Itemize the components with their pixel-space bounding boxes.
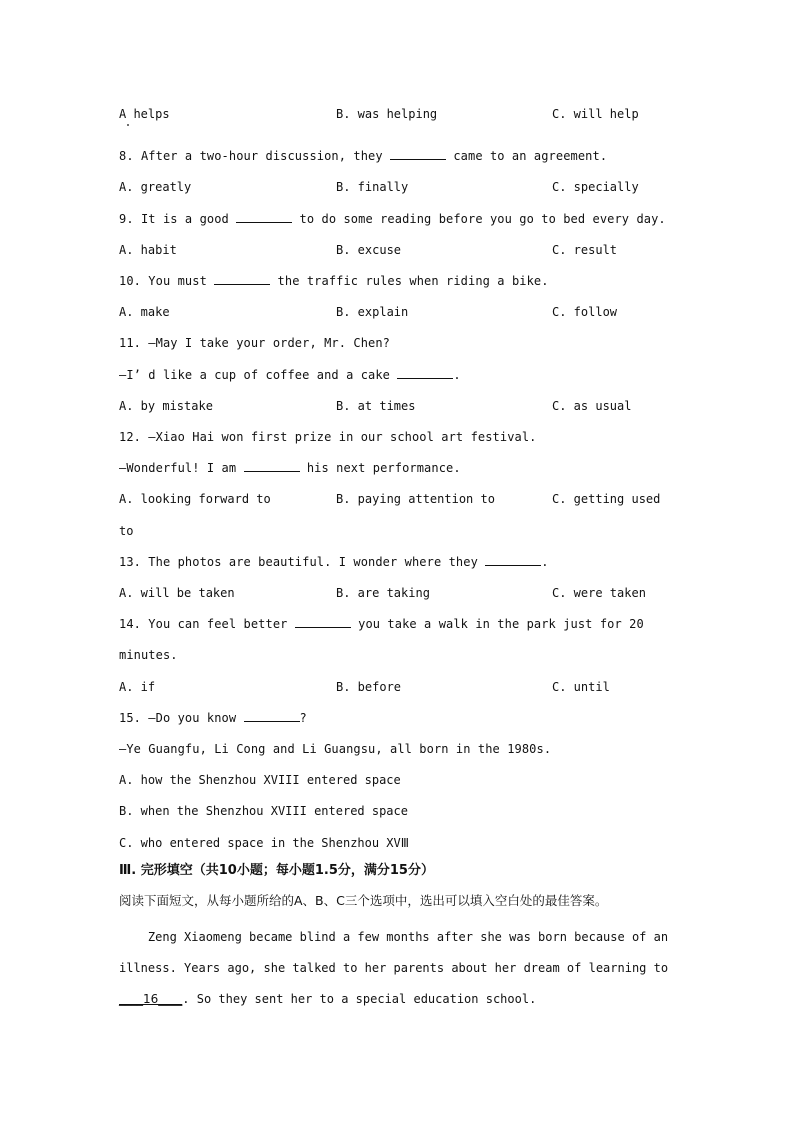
q8-option-a: A. greatly [119, 180, 192, 194]
answer-blank [214, 273, 270, 285]
q15-option-b: B. when the Shenzhou XVIII entered space [119, 804, 408, 818]
question-14-wrap: minutes. [119, 648, 178, 662]
q15-option-a: A. how the Shenzhou XVIII entered space [119, 773, 401, 787]
q8-option-b: B. finally [336, 180, 409, 194]
question-8-text-after: came to an agreement. [446, 149, 608, 163]
q11-option-c: C. as usual [552, 399, 632, 413]
answer-blank [390, 148, 446, 160]
q9-option-c: C. result [552, 243, 618, 257]
question-15-text-after: ? [299, 711, 307, 725]
question-15-text-before: 15. —Do you know [119, 711, 244, 725]
q12-option-b: B. paying attention to [336, 492, 495, 506]
q7-option-a: A helps [119, 107, 170, 121]
q13-option-c: C. were taken [552, 586, 646, 600]
question-13-text-before: 13. The photos are beautiful. I wonder where they [119, 555, 486, 569]
question-15-line2: —Ye Guangfu, Li Cong and Li Guangsu, all born in the 1980s. [119, 742, 552, 756]
question-10-text-after: the traffic rules when riding a bike. [270, 274, 549, 288]
q9-option-b: B. excuse [336, 243, 402, 257]
answer-blank [244, 710, 300, 722]
question-10-stem [119, 273, 549, 289]
q11-option-a: A. by mistake [119, 399, 213, 413]
question-12-text-after: his next performance. [299, 461, 461, 475]
section-3-title: Ⅲ. 完形填空（共10小题；每小题1.5分，满分15分） [119, 863, 434, 878]
question-8-text-before: 8. After a two-hour discussion, they [119, 149, 391, 163]
question-9-text-after: to do some reading before you go to bed every day. [292, 212, 666, 226]
q10-option-b: B. explain [336, 305, 409, 319]
question-11-text-before: —I’ d like a cup of coffee and a cake [119, 368, 398, 382]
question-9-stem [119, 211, 666, 227]
q7-option-b: B. was helping [336, 107, 438, 121]
question-11-text-after: . [453, 368, 461, 382]
question-11-line2 [119, 367, 461, 383]
section-3-instruction: 阅读下面短文，从每小题所给的A、B、C三个选项中，选出可以填入空白处的最佳答案。 [119, 893, 608, 908]
question-14-text-after: you take a walk in the park just for 20 [350, 617, 644, 631]
q9-option-a: A. habit [119, 243, 177, 257]
q8-option-c: C. specially [552, 180, 639, 194]
question-8-stem [119, 148, 607, 164]
q13-option-a: A. will be taken [119, 586, 235, 600]
passage-line-2: illness. Years ago, she talked to her parents about her dream of learning to [119, 961, 669, 975]
question-15-line1 [119, 710, 307, 726]
q12-option-c-wrap: to [119, 524, 134, 538]
question-13-text-after: . [541, 555, 549, 569]
q11-option-b: B. at times [336, 399, 416, 413]
q15-option-c: C. who entered space in the Shenzhou XVⅢ [119, 836, 410, 850]
question-9-text-before: 9. It is a good [119, 212, 237, 226]
stray-dot [127, 124, 129, 126]
answer-blank [236, 211, 292, 223]
question-12-line1: 12. —Xiao Hai won first prize in our school art festival. [119, 430, 537, 444]
question-12-text-before: —Wonderful! I am [119, 461, 244, 475]
passage-line-3 [119, 991, 659, 1007]
question-12-line2 [119, 460, 461, 476]
question-11-line1: 11. —May I take your order, Mr. Chen? [119, 336, 391, 350]
q12-option-a: A. looking forward to [119, 492, 271, 506]
blank-16: ____16____ [119, 992, 183, 1006]
answer-blank [244, 460, 300, 472]
question-10-text-before: 10. You must [119, 274, 215, 288]
passage-line-1: Zeng Xiaomeng became blind a few months after she was born because of an [119, 930, 669, 944]
q13-option-b: B. are taking [336, 586, 430, 600]
q12-option-c: C. getting used [552, 492, 661, 506]
answer-blank [295, 616, 351, 628]
answer-blank [397, 367, 453, 379]
q10-option-c: C. follow [552, 305, 618, 319]
q14-option-b: B. before [336, 680, 402, 694]
q14-option-c: C. until [552, 680, 610, 694]
question-14-stem [119, 616, 644, 632]
q14-option-a: A. if [119, 680, 156, 694]
answer-blank [485, 554, 541, 566]
question-14-text-before: 14. You can feel better [119, 617, 295, 631]
q7-option-c: C. will help [552, 107, 639, 121]
question-13-stem [119, 554, 549, 570]
q10-option-a: A. make [119, 305, 170, 319]
passage-line-3-text: . So they sent her to a special education school. [182, 992, 537, 1006]
